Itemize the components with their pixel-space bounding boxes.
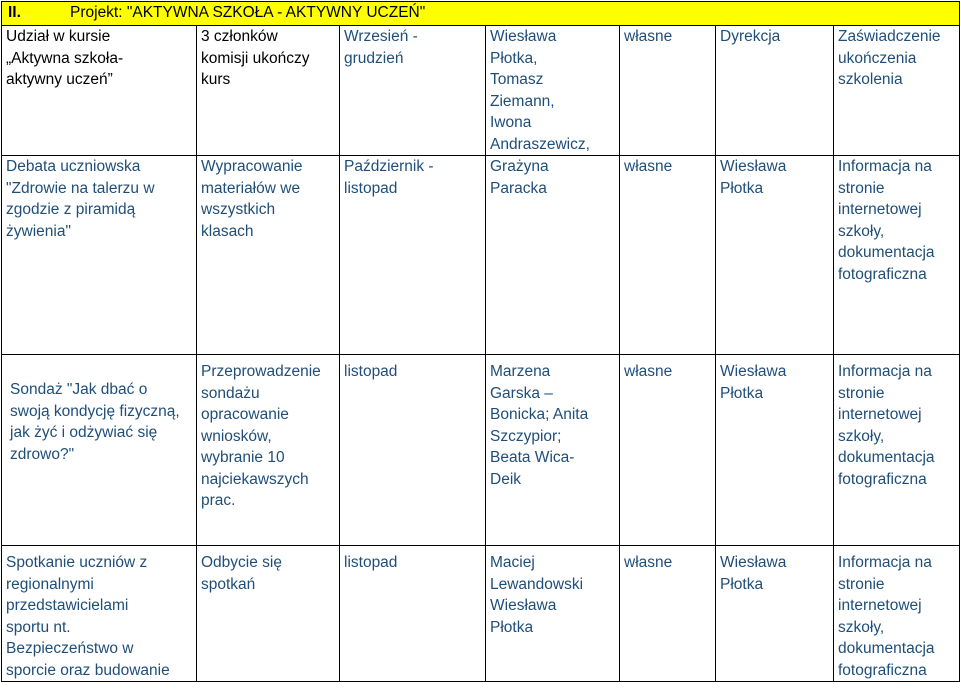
table-row bbox=[2, 355, 960, 546]
funding-cell: własne bbox=[620, 156, 716, 355]
date-cell: listopad bbox=[340, 546, 486, 682]
table-row bbox=[2, 26, 960, 156]
responsible-cell: Maciej Lewandowski Wiesława Płotka bbox=[486, 546, 620, 682]
activity-cell: Udział w kursie „Aktywna szkoła- aktywny uczeń” bbox=[2, 26, 197, 156]
header-row bbox=[2, 2, 960, 26]
date-cell: Wrzesień - grudzień bbox=[340, 26, 486, 156]
evidence-cell: Informacja na stronie internetowej szkoły, dokumentacja fotograficzna bbox=[834, 355, 960, 546]
task-cell: Odbycie się spotkań bbox=[197, 546, 340, 682]
responsible-cell: Grażyna Paracka bbox=[486, 156, 620, 355]
responsible-cell: Wiesława Płotka, Tomasz Ziemann, Iwona Andraszewicz, bbox=[486, 26, 620, 156]
section-number: II. bbox=[8, 4, 21, 21]
task-cell: Wypracowanie materiałów we wszystkich klasach bbox=[197, 156, 340, 355]
funding-cell: własne bbox=[620, 546, 716, 682]
table-row bbox=[2, 156, 960, 355]
activity-cell: Spotkanie uczniów z regionalnymi przedstawicielami sportu nt. Bezpieczeństwo w sporcie oraz budowanie bbox=[2, 546, 197, 682]
funding-cell: własne bbox=[620, 355, 716, 546]
date-cell: listopad bbox=[340, 355, 486, 546]
evidence-cell: Zaświadczenie ukończenia szkolenia bbox=[834, 26, 960, 156]
project-title: Projekt: "AKTYWNA SZKOŁA - AKTYWNY UCZEŃ" bbox=[70, 4, 426, 21]
project-header bbox=[2, 2, 960, 26]
table-row bbox=[2, 546, 960, 682]
funding-cell: własne bbox=[620, 26, 716, 156]
activity-cell: Sondaż "Jak dbać o swoją kondycję fizyczną, jak żyć i odżywiać się zdrowo?" bbox=[2, 355, 197, 546]
supervisor-cell: Dyrekcja bbox=[716, 26, 834, 156]
evidence-cell: Informacja na stronie internetowej szkoły, dokumentacja fotograficzna bbox=[834, 156, 960, 355]
supervisor-cell: Wiesława Płotka bbox=[716, 156, 834, 355]
task-cell: Przeprowadzenie sondażu opracowanie wniosków, wybranie 10 najciekawszych prac. bbox=[197, 355, 340, 546]
evidence-cell: Informacja na stronie internetowej szkoły, dokumentacja fotograficzna bbox=[834, 546, 960, 682]
project-table bbox=[1, 1, 960, 682]
task-cell: 3 członków komisji ukończy kurs bbox=[197, 26, 340, 156]
supervisor-cell: Wiesława Płotka bbox=[716, 355, 834, 546]
supervisor-cell: Wiesława Płotka bbox=[716, 546, 834, 682]
responsible-cell: Marzena Garska – Bonicka; Anita Szczypior; Beata Wica- Deik bbox=[486, 355, 620, 546]
date-cell: Październik - listopad bbox=[340, 156, 486, 355]
activity-cell: Debata uczniowska "Zdrowie na talerzu w zgodzie z piramidą żywienia" bbox=[2, 156, 197, 355]
